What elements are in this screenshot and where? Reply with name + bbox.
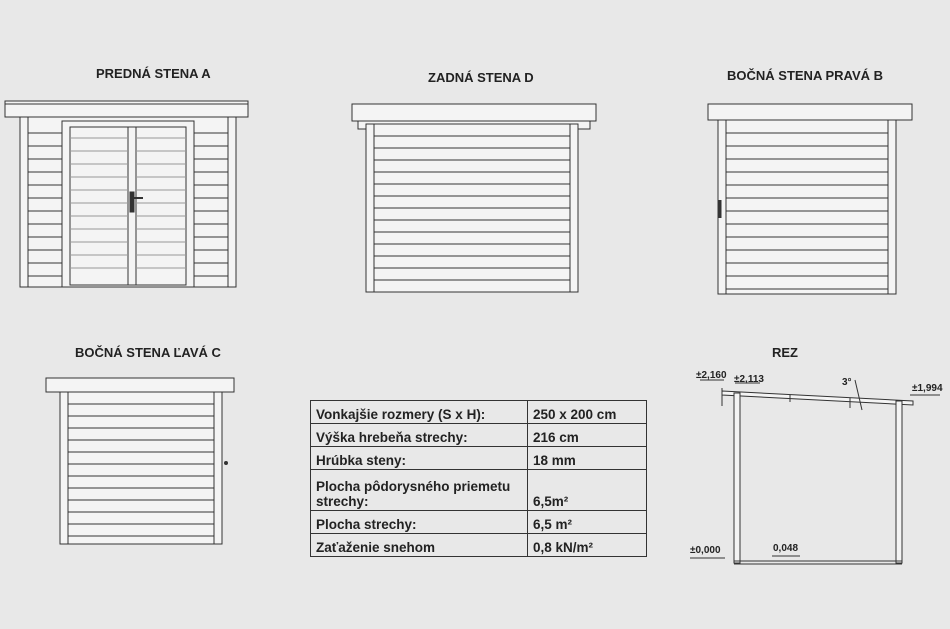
spec-label: Plocha pôdorysného priemetu strechy: — [311, 470, 528, 511]
back-wall-title: ZADNÁ STENA D — [428, 70, 534, 85]
front-wall-title: PREDNÁ STENA A — [96, 66, 211, 81]
spec-label: Hrúbka steny: — [311, 447, 528, 470]
spec-value: 6,5 m² — [528, 511, 647, 534]
section-title: REZ — [772, 345, 798, 360]
front-wall-drawing — [5, 101, 248, 287]
left-wall-drawing — [46, 378, 234, 544]
spec-row — [311, 447, 647, 470]
section-dim-h1: ±2,160 — [696, 370, 727, 381]
section-drawing — [690, 380, 940, 564]
spec-value: 18 mm — [528, 447, 647, 470]
spec-label: Výška hrebeňa strechy: — [311, 424, 528, 447]
specs-table — [310, 400, 647, 557]
section-dim-slope: 3° — [842, 377, 852, 388]
spec-row — [311, 424, 647, 447]
spec-value: 216 cm — [528, 424, 647, 447]
left-wall-title: BOČNÁ STENA ĽAVÁ C — [75, 345, 221, 360]
spec-value: 0,8 kN/m² — [528, 534, 647, 557]
spec-row — [311, 534, 647, 557]
spec-label: Vonkajšie rozmery (S x H): — [311, 401, 528, 424]
spec-row — [311, 470, 647, 511]
right-wall-drawing — [708, 104, 912, 294]
spec-value: 6,5m² — [528, 470, 647, 511]
spec-label: Plocha strechy: — [311, 511, 528, 534]
section-dim-h2: ±2,113 — [734, 374, 764, 385]
section-dim-floor: 0,048 — [773, 543, 799, 554]
spec-row — [311, 511, 647, 534]
spec-label: Zaťaženie snehom — [311, 534, 528, 557]
section-dim-base: ±0,000 — [690, 545, 721, 556]
right-wall-title: BOČNÁ STENA PRAVÁ B — [727, 68, 884, 83]
section-dim-h3: ±1,994 — [912, 383, 943, 394]
spec-value: 250 x 200 cm — [528, 401, 647, 424]
spec-row — [311, 401, 647, 424]
back-wall-drawing — [352, 104, 596, 292]
